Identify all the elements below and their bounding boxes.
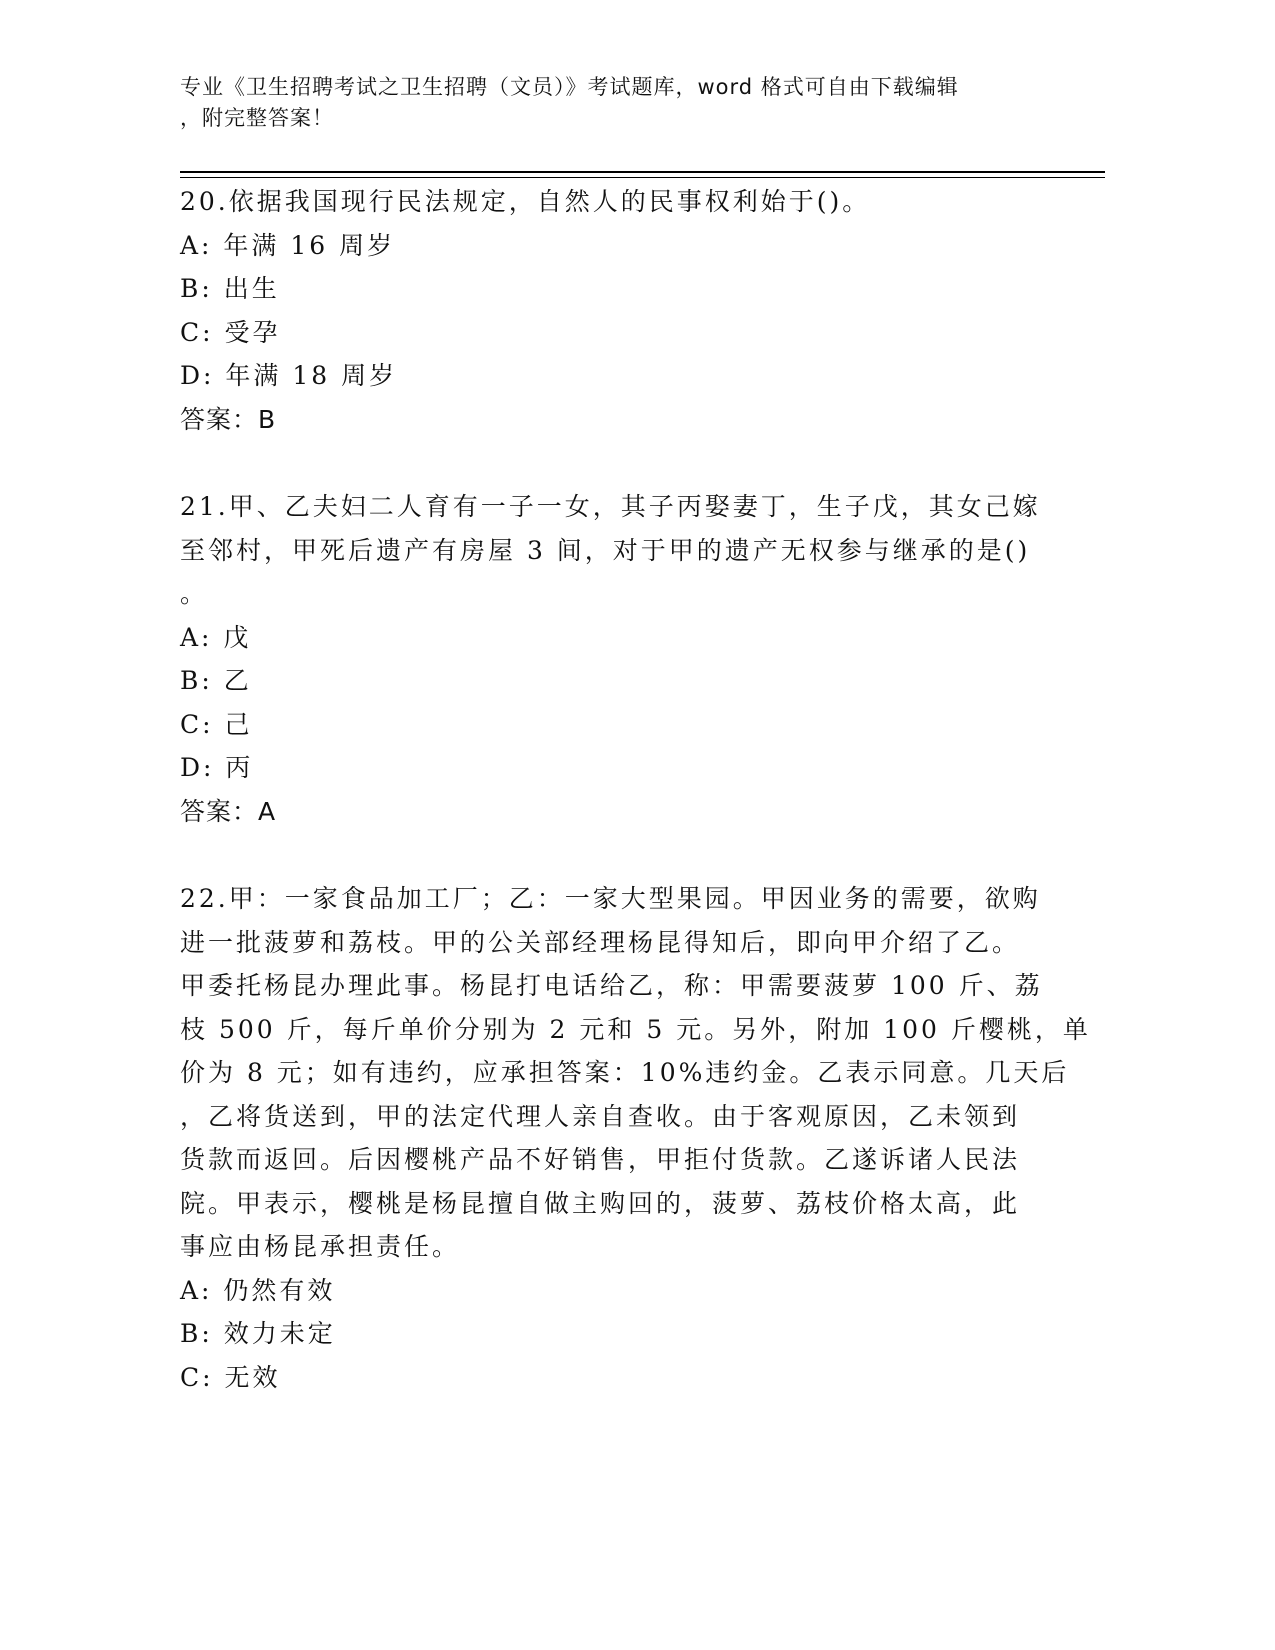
header-divider-thick	[180, 171, 1105, 173]
question-text-line: 。	[180, 579, 209, 608]
answer-option: D: 丙	[180, 753, 254, 782]
answer-option: C: 无效	[180, 1362, 281, 1392]
header-line: 专业《卫生招聘考试之卫生招聘（文员）》考试题库，word 格式可自由下载编辑	[180, 75, 959, 99]
question-text-line: 货款而返回。后因樱桃产品不好销售，甲拒付货款。乙遂诉诸人民法	[180, 1145, 1021, 1174]
question-text-line: 院。甲表示，樱桃是杨昆擅自做主购回的，菠萝、荔枝价格太高，此	[180, 1188, 1021, 1218]
answer-option: B: 效力未定	[180, 1319, 336, 1348]
header-divider-thin	[180, 177, 1105, 178]
question-text-line: 枝 500 斤，每斤单价分别为 2 元和 5 元。另外，附加 100 斤樱桃，单	[180, 1014, 1091, 1044]
question-text-line: 价为 8 元；如有违约，应承担答案：10%违约金。乙表示同意。几天后	[180, 1058, 1070, 1087]
question-text-line: 甲委托杨昆办理此事。杨昆打电话给乙，称：甲需要菠萝 100 斤、荔	[180, 971, 1043, 1000]
question-text-line: 至邻村，甲死后遗产有房屋 3 间，对于甲的遗产无权参与继承的是()	[180, 535, 1031, 565]
question-21	[180, 485, 1060, 833]
header-line: ，附完整答案！	[180, 106, 334, 130]
question-20	[180, 180, 1060, 441]
answer-key: 答案：A	[180, 796, 277, 826]
answer-option: C: 受孕	[180, 317, 281, 347]
answer-option: B: 出生	[180, 274, 280, 303]
answer-option: B: 乙	[180, 666, 252, 695]
answer-option: A: 仍然有效	[180, 1275, 336, 1305]
question-text-line: 21.甲、乙夫妇二人育有一子一女，其子丙娶妻丁，生子戊，其女己嫁	[180, 492, 1041, 521]
answer-option: A: 戊	[180, 622, 252, 652]
document-header	[180, 72, 1080, 134]
question-22	[180, 877, 1091, 1399]
answer-option: C: 己	[180, 709, 253, 739]
question-text-line: 进一批菠萝和荔枝。甲的公关部经理杨昆得知后，即向甲介绍了乙。	[180, 927, 1021, 957]
answer-option: A: 年满 16 周岁	[180, 230, 396, 260]
answer-key: 答案：B	[180, 404, 277, 434]
question-text-line: ，乙将货送到，甲的法定代理人亲自查收。由于客观原因，乙未领到	[180, 1101, 1021, 1131]
question-text-line: 20.依据我国现行民法规定，自然人的民事权利始于()。	[180, 187, 871, 216]
question-text-line: 22.甲：一家食品加工厂；乙：一家大型果园。甲因业务的需要，欲购	[180, 884, 1041, 913]
question-text-line: 事应由杨昆承担责任。	[180, 1232, 461, 1261]
answer-option: D: 年满 18 周岁	[180, 361, 398, 390]
